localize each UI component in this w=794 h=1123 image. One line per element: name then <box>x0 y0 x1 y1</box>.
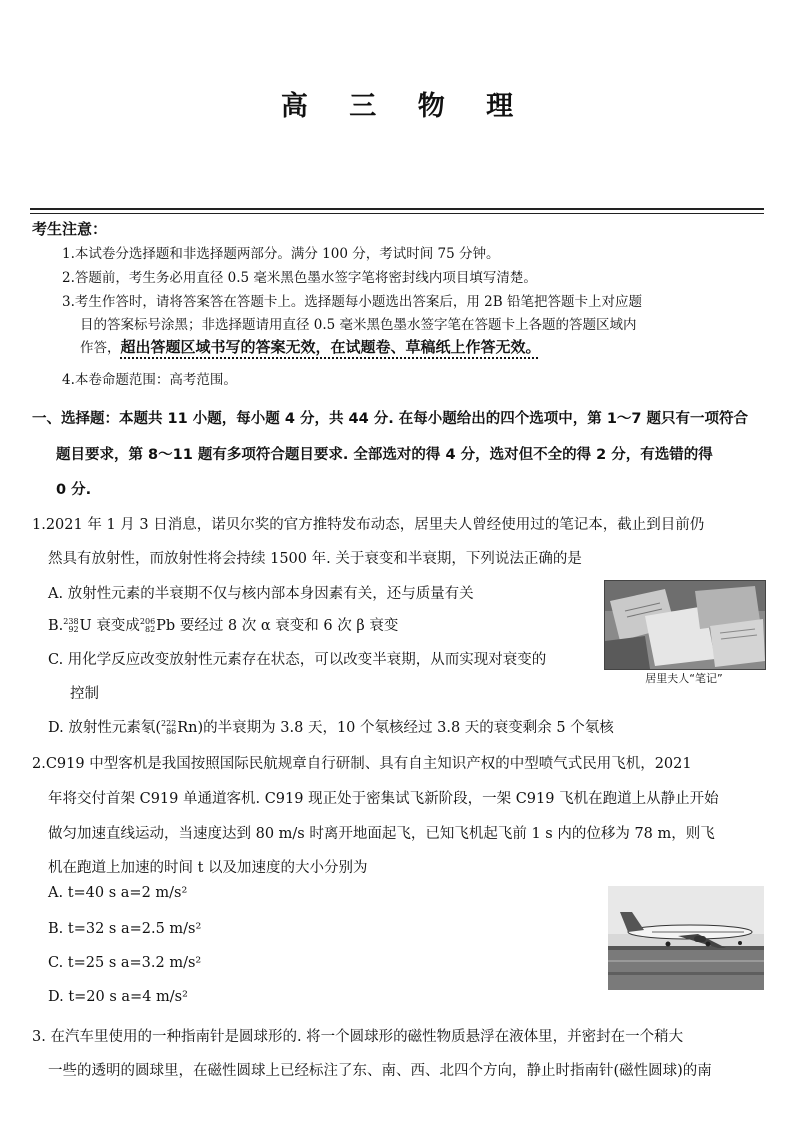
notice-heading: 考生注意： <box>32 220 108 238</box>
section1-line1: 一、选择题：本题共 11 小题，每小题 4 分，共 44 分. 在每小题给出的四个选项中，第 1～7 题只有一项符合 <box>32 411 749 427</box>
q1-option-d <box>48 716 614 737</box>
c919-aircraft-image <box>608 886 764 990</box>
q1-stem-line2: 然具有放射性，而放射性将会持续 1500 年. 关于衰变和半衰期，下列说法正确的是 <box>48 551 582 567</box>
q1-b-pb-num: 82 <box>144 625 156 634</box>
q1-d-num: 86 <box>166 727 177 736</box>
q1-d-rn-nuclide <box>161 720 176 736</box>
q1-b-u-text: U 衰变成 <box>79 618 140 634</box>
q1-b-u-mass: 238 <box>63 617 79 626</box>
c919-aircraft-photo <box>608 886 764 990</box>
q1-d-mass: 222 <box>160 719 177 728</box>
section1-line3: 0 分. <box>56 482 92 498</box>
q1-b-pb-mass: 206 <box>139 617 156 626</box>
q2-option-a: A. t=40 s a=2 m/s² <box>48 885 188 901</box>
curie-notebook-image <box>605 581 765 669</box>
q2-stem-line1: 2.C919 中型客机是我国按照国际民航规章自行研制、具有自主知识产权的中型喷气式民用飞机，2021 <box>32 756 692 772</box>
notice-item-1: 1.本试卷分选择题和非选择题两部分。满分 100 分，考试时间 75 分钟。 <box>62 246 500 262</box>
q1-option-c-line1: C. 用化学反应改变放射性元素存在状态，可以改变半衰期，从而实现对衰变的 <box>48 652 547 668</box>
q1-d-rest: Rn)的半衰期为 3.8 天，10 个氡核经过 3.8 天的衰变剩余 5 个氡核 <box>177 720 614 736</box>
q1-b-u-nuclide <box>63 618 78 634</box>
q1-b-label: B. <box>48 618 64 634</box>
notice-item-3-line3 <box>80 336 541 357</box>
header-rule-thick <box>30 208 764 210</box>
q1-b-rest: Pb 要经过 8 次 α 衰变和 6 次 β 衰变 <box>156 618 399 634</box>
page-title: 高 三 物 理 <box>280 91 530 122</box>
q2-stem-line2: 年将交付首架 C919 单通道客机. C919 现正处于密集试飞新阶段，一架 C919 飞机在跑道上从静止开始 <box>48 791 719 807</box>
q3-stem-line2: 一些的透明的圆球里，在磁性圆球上已经标注了东、南、西、北四个方向，静止时指南针(磁性圆球)的南 <box>48 1063 712 1079</box>
notice-item-3-prefix: 作答， <box>80 340 121 356</box>
header-rule-thin <box>30 213 764 214</box>
q1-option-c-line2: 控制 <box>70 686 99 702</box>
notice-item-2: 2.答题前，考生务必用直径 0.5 毫米黑色墨水签字笔将密封线内项目填写清楚。 <box>62 270 537 286</box>
q2-option-b: B. t=32 s a=2.5 m/s² <box>48 921 202 937</box>
q1-d-prefix: D. 放射性元素氡( <box>48 720 161 736</box>
q1-stem-line1: 1.2021 年 1 月 3 日消息，诺贝尔奖的官方推特发布动态，居里夫人曾经使用过的笔记本，截止到目前仍 <box>32 517 705 533</box>
curie-notebook-caption: 居里夫人“笔记” <box>645 672 723 685</box>
q1-option-b <box>48 614 398 635</box>
q2-stem-line4: 机在跑道上加速的时间 t 以及加速度的大小分别为 <box>48 860 368 876</box>
curie-notebook-photo <box>604 580 766 670</box>
q3-stem-line1: 3. 在汽车里使用的一种指南针是圆球形的. 将一个圆球形的磁性物质悬浮在液体里，并密封在一个稍大 <box>32 1029 684 1045</box>
q2-option-c: C. t=25 s a=3.2 m/s² <box>48 955 202 971</box>
q2-stem-line3: 做匀加速直线运动，当速度达到 80 m/s 时离开地面起飞，已知飞机起飞前 1 s 内的位移为 78 m，则飞 <box>48 826 715 842</box>
q2-option-d: D. t=20 s a=4 m/s² <box>48 989 188 1005</box>
notice-item-3-line2: 目的答案标号涂黑；非选择题请用直径 0.5 毫米黑色墨水签字笔在答题卡上各题的答题区域内 <box>80 317 637 333</box>
section1-line2: 题目要求，第 8～11 题有多项符合题目要求. 全部选对的得 4 分，选对但不全的得 2 分，有选错的得 <box>56 447 713 463</box>
q1-b-pb-nuclide <box>140 618 155 634</box>
notice-item-4: 4.本卷命题范围：高考范围。 <box>62 372 237 388</box>
notice-item-3-line1: 3.考生作答时，请将答案答在答题卡上。选择题每小题选出答案后，用 2B 铅笔把答题卡上对应题 <box>62 294 642 310</box>
q1-b-u-num: 92 <box>68 625 79 634</box>
notice-item-3-emphasis: 超出答题区域书写的答案无效，在试题卷、草稿纸上作答无效。 <box>120 338 541 356</box>
q1-option-a: A. 放射性元素的半衰期不仅与核内部本身因素有关，还与质量有关 <box>48 586 474 602</box>
